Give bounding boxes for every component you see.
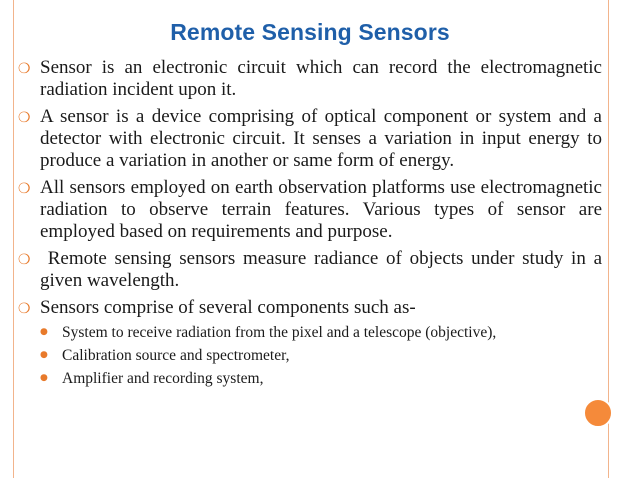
bullet-text: Sensors comprise of several components such as- [40, 297, 416, 318]
slide-title: Remote Sensing Sensors [170, 19, 450, 45]
filled-circle-bullet-icon: ● [40, 327, 48, 337]
ring-bullet-icon: ❍ [18, 181, 31, 197]
sub-bullet-text: Calibration source and spectrometer, [62, 347, 290, 364]
ring-bullet-icon: ❍ [18, 301, 31, 317]
bullet-item [18, 177, 602, 243]
bullet-text: All sensors employed on earth observation platforms use electromagnetic radiation to observe terrain features. Various types of sensor are employed based on requirements and purpose. [40, 177, 602, 242]
sub-bullet-item [40, 369, 602, 388]
sub-bullet-item [40, 346, 602, 365]
bullet-item [18, 57, 602, 101]
sub-bullet-text: Amplifier and recording system, [62, 370, 264, 387]
sub-bullet-item [40, 323, 602, 342]
sub-bullet-list [40, 323, 602, 388]
ring-bullet-icon: ❍ [18, 61, 31, 77]
ring-bullet-icon: ❍ [18, 110, 31, 126]
ring-bullet-icon: ❍ [18, 252, 31, 268]
bullet-text: Sensor is an electronic circuit which can record the electromagnetic radiation incident upon it. [40, 57, 602, 100]
filled-circle-bullet-icon: ● [40, 373, 48, 383]
bullet-text: Remote sensing sensors measure radiance of objects under study in a given wavelength. [40, 248, 607, 291]
bullet-item [18, 297, 602, 320]
bullet-list [18, 57, 607, 392]
decorative-circle [583, 398, 613, 428]
sub-bullet-text: System to receive radiation from the pixel and a telescope (objective), [62, 324, 497, 341]
bullet-item [18, 106, 602, 172]
bullet-text: A sensor is a device comprising of optical component or system and a detector with electronic circuit. It senses a variation in input energy to produce a variation in another or same form of energy. [40, 106, 602, 171]
bullet-item [18, 248, 607, 292]
filled-circle-bullet-icon: ● [40, 350, 48, 360]
